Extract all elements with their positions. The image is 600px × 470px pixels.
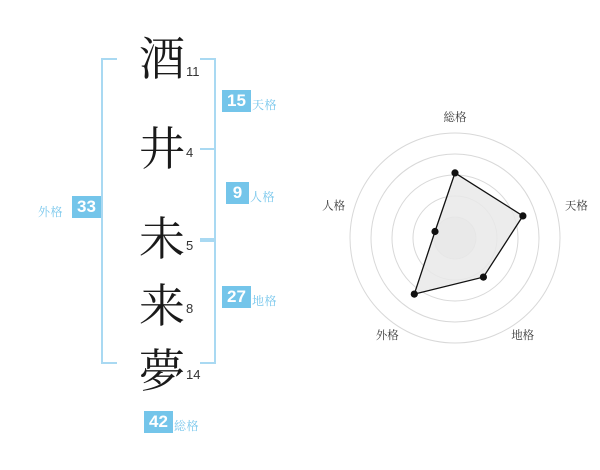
stroke-count-1: 11: [186, 64, 200, 79]
radar-chart-svg: [310, 0, 600, 470]
score-label-gaikaku: 外格: [38, 205, 64, 219]
radar-point-2: [480, 274, 487, 281]
kanji-char-4: 来: [139, 279, 185, 333]
bracket-jinkaku: [200, 148, 216, 240]
score-label-tenkaku: 天格: [252, 98, 278, 112]
bracket-chikaku: [200, 240, 216, 364]
radar-point-3: [411, 291, 418, 298]
radar-axis-label-3: 外格: [375, 329, 399, 342]
radar-series-polygon: [414, 173, 523, 294]
kanji-char-5: 夢: [139, 344, 185, 398]
radar-axis-label-4: 人格: [322, 200, 346, 213]
score-chip-chikaku: 27: [222, 286, 251, 308]
kanji-char-1: 酒: [139, 32, 185, 86]
stroke-count-2: 4: [186, 145, 194, 160]
stroke-count-3: 5: [186, 238, 194, 253]
score-chip-jinkaku: 9: [226, 182, 249, 204]
bracket-tenkaku: [200, 58, 216, 150]
radar-chart: [310, 0, 600, 470]
radar-point-4: [431, 228, 438, 235]
stroke-count-4: 8: [186, 301, 194, 316]
radar-axis-label-0: 総格: [443, 112, 467, 124]
score-chip-tenkaku: 15: [222, 90, 251, 112]
score-label-jinkaku: 人格: [250, 190, 276, 204]
score-chip-soukaku: 42: [144, 411, 173, 433]
score-label-chikaku: 地格: [252, 294, 278, 308]
score-label-soukaku: 総格: [174, 419, 200, 433]
radar-axis-label-2: 地格: [511, 329, 535, 342]
kanji-char-3: 未: [139, 212, 185, 266]
bracket-gaikaku: [101, 58, 117, 364]
radar-axis-label-1: 天格: [564, 200, 588, 213]
stroke-count-5: 14: [186, 367, 201, 382]
radar-point-1: [519, 212, 526, 219]
score-chip-gaikaku: 33: [72, 196, 101, 218]
radar-point-0: [451, 169, 458, 176]
kanji-char-2: 井: [139, 122, 185, 176]
